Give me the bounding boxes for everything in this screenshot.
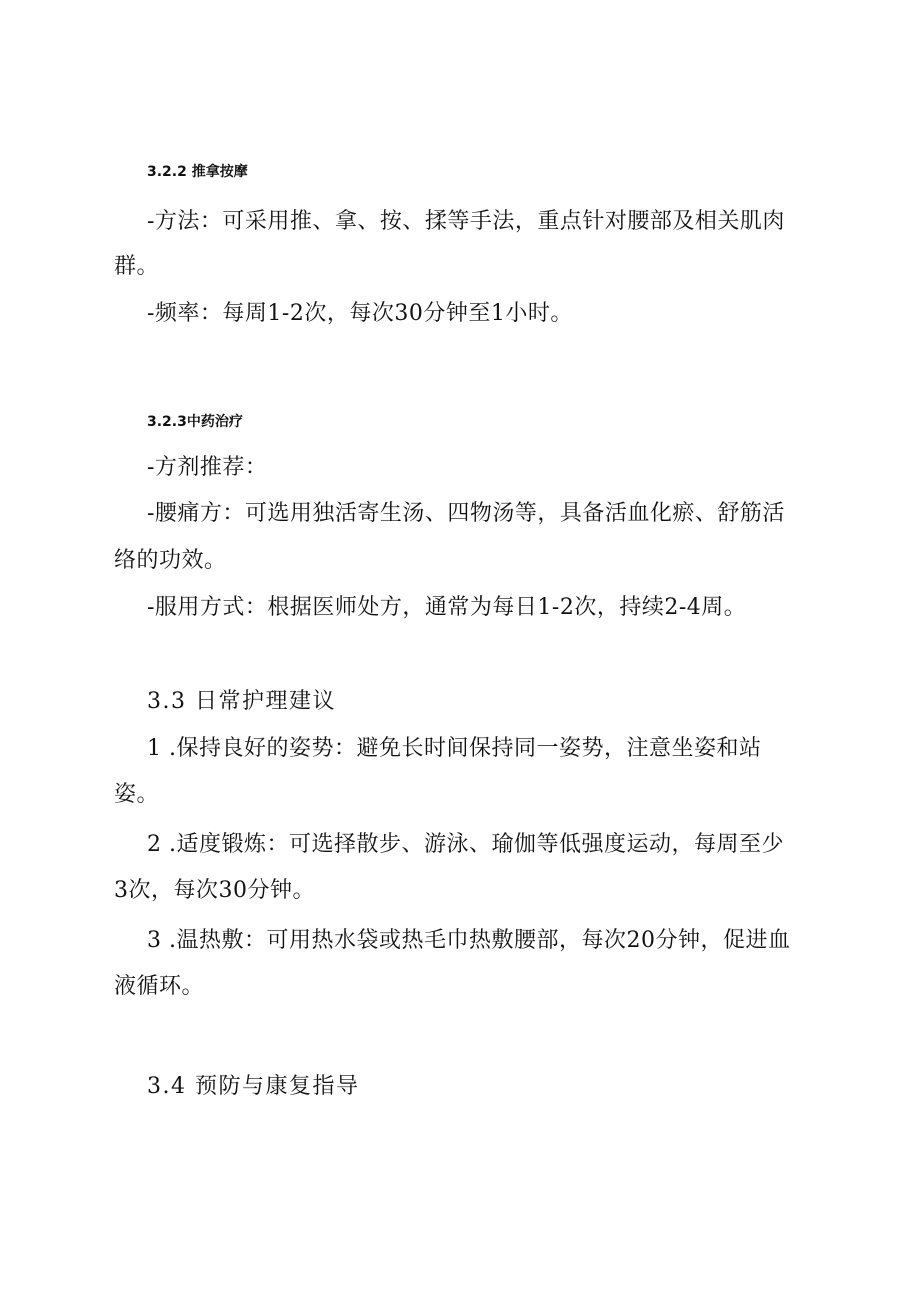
section-heading-daily-care: 3.3 日常护理建议 <box>147 689 336 714</box>
massage-method-line: -方法：可采用推、拿、按、揉等手法，重点针对腰部及相关肌肉 <box>147 209 785 234</box>
herbal-prescription-line: -方剂推荐： <box>147 455 268 480</box>
care-item-posture-continuation: 姿。 <box>114 782 160 807</box>
care-item-warm-compress-continuation: 液循环。 <box>114 974 205 999</box>
care-item-posture: 1 .保持良好的姿势：避免长时间保持同一姿势，注意坐姿和站 <box>147 736 762 761</box>
care-item-exercise: 2 .适度锻炼：可选择散步、游泳、瑜伽等低强度运动，每周至少 <box>147 832 784 857</box>
herbal-usage-line: -服用方式：根据医师处方，通常为每日1-2次，持续2-4周。 <box>147 595 747 620</box>
care-item-exercise-continuation: 3次，每次30分钟。 <box>114 878 315 903</box>
herbal-formula-continuation: 络的功效。 <box>114 548 227 573</box>
section-heading-prevention: 3.4 预防与康复指导 <box>147 1074 360 1099</box>
subsection-heading-herbal: 3.2.3中药治疗 <box>147 414 243 430</box>
herbal-formula-line: -腰痛方：可选用独活寄生汤、四物汤等，具备活血化瘀、舒筋活 <box>147 501 785 526</box>
massage-method-continuation: 群。 <box>114 254 160 279</box>
subsection-heading-massage: 3.2.2 推拿按摩 <box>147 164 248 180</box>
care-item-warm-compress: 3 .温热敷：可用热水袋或热毛巾热敷腰部，每次20分钟，促进血 <box>147 928 791 953</box>
massage-frequency-line: -频率：每周1-2次，每次30分钟至1小时。 <box>147 301 573 326</box>
